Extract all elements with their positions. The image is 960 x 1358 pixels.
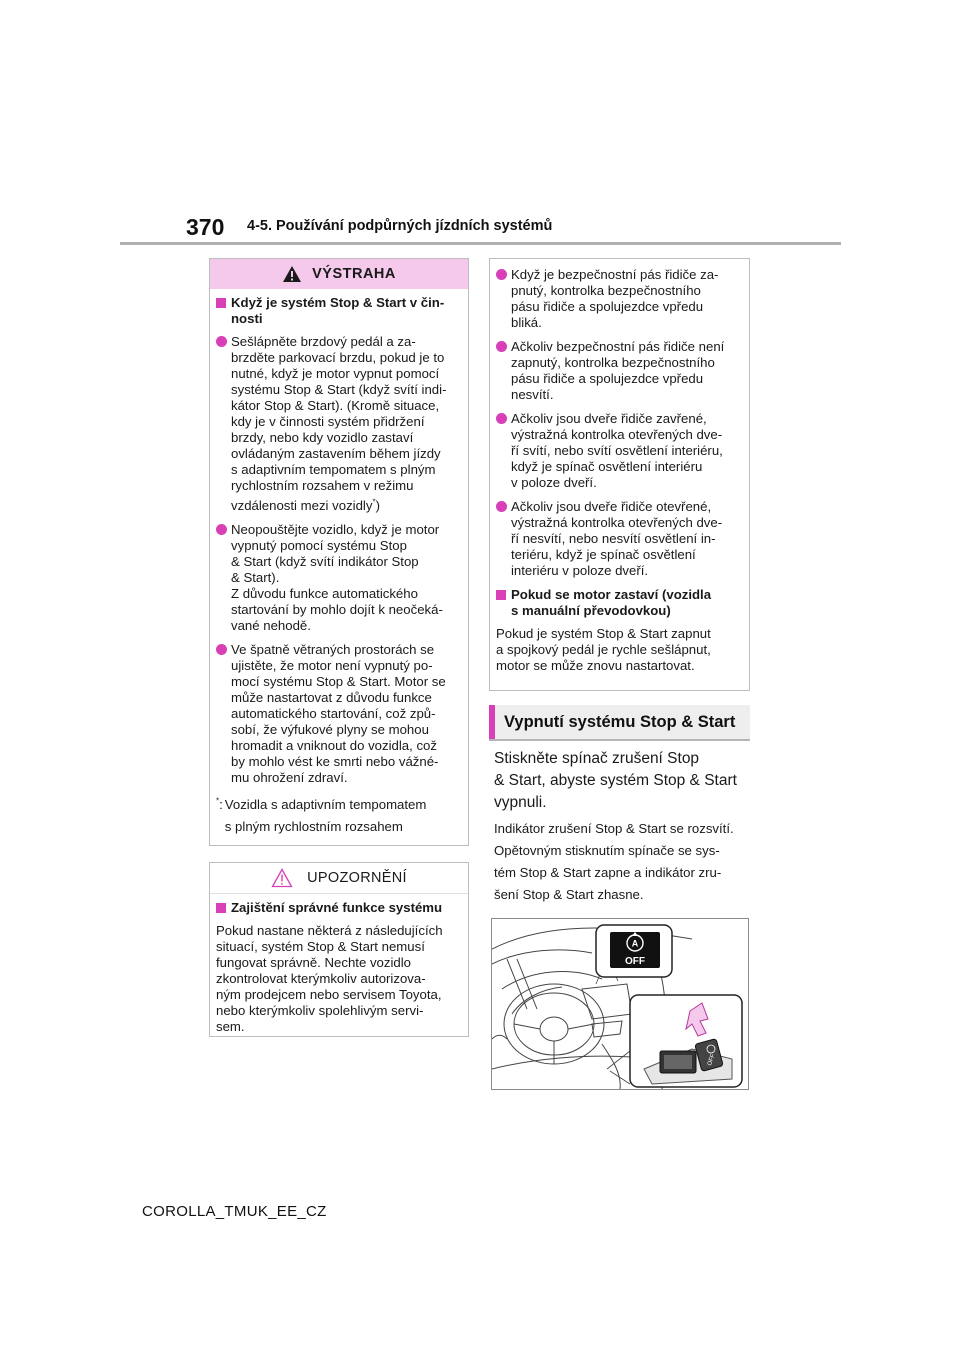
round-bullet-icon xyxy=(216,644,227,655)
continued-warning-body xyxy=(490,259,749,674)
footnote-marker: * xyxy=(372,497,376,507)
caution-subtitle-text: Zajištění správné funkce systému xyxy=(231,900,443,915)
header-divider xyxy=(120,242,841,245)
warning-title: VÝSTRAHA xyxy=(312,266,396,282)
round-bullet-icon xyxy=(496,501,507,512)
square-bullet-icon xyxy=(496,590,506,600)
page-header xyxy=(0,0,960,250)
right-bullet-2: Ačkoliv bezpečnostní pás řidiče není zapnutý, kontrolka bezpečnostního pásu řidiče a spolujezdce vpředu nesvítí. xyxy=(511,339,725,402)
list-item xyxy=(496,267,742,331)
switch-off-label: OFF xyxy=(706,1053,717,1067)
dashboard-illustration xyxy=(491,918,749,1090)
round-bullet-icon xyxy=(216,336,227,347)
section-heading: Vypnutí systému Stop & Start xyxy=(489,705,750,739)
indicator-off-label: OFF xyxy=(625,956,645,967)
warning-subtitle xyxy=(216,295,461,327)
car-interior-drawing xyxy=(492,919,748,1089)
info-paragraph-2: Opětovným stisknutím spínače se sys- tém Stop & Start zapne a indikátor zru- šení Stop & Start zhasne. xyxy=(494,843,722,902)
right-subtitle xyxy=(496,587,742,619)
list-item xyxy=(216,642,461,786)
section-title: 4-5. Používání podpůrných jízdních systémů xyxy=(247,218,553,234)
right-bullet-3: Ačkoliv jsou dveře řidiče zavřené, výstražná kontrolka otevřených dve- ří svítí, nebo svítí osvětlení interiéru, když je spínač osvětlení interiéru v poloze dveří. xyxy=(511,411,723,490)
round-bullet-icon xyxy=(496,341,507,352)
right-subtitle-text: Pokud se motor zastaví (vozidla s manuální převodovkou) xyxy=(511,587,712,618)
caution-box xyxy=(209,862,469,1037)
right-bullet-1: Když je bezpečnostní pás řidiče za- pnutý, kontrolka bezpečnostního pásu řidiče a spolujezdce vpředu bliká. xyxy=(511,267,719,330)
square-bullet-icon xyxy=(216,298,226,308)
right-bullet-4: Ačkoliv jsou dveře řidiče otevřené, výstražná kontrolka otevřených dve- ří nesvítí, nebo nesvítí osvětlení in- teriéru, když je spínač osvětlení interiéru v poloze dveří. xyxy=(511,499,723,578)
round-bullet-icon xyxy=(496,269,507,280)
square-bullet-icon xyxy=(216,903,226,913)
list-item xyxy=(216,334,461,514)
footnote-label xyxy=(216,794,223,838)
round-bullet-icon xyxy=(496,413,507,424)
caution-text: Pokud nastane některá z následujících situací, systém Stop & Start nemusí fungovat správně. Nechte vozidlo zkontrolovat kterýmkoliv autorizova- ným prodejcem nebo servisem Toyota, nebo kterýmkoliv spolehlivým servi- sem. xyxy=(216,923,443,1034)
warning-header xyxy=(210,259,468,289)
caution-title: UPOZORNĚNÍ xyxy=(307,870,407,886)
caution-header xyxy=(210,863,468,894)
list-item xyxy=(496,411,742,491)
list-item xyxy=(216,522,461,634)
continued-warning-box xyxy=(489,258,750,691)
footer-doc-code: COROLLA_TMUK_EE_CZ xyxy=(142,1203,327,1220)
warning-bullet-3: Ve špatně větraných prostorách se ujistěte, že motor není vypnutý po- mocí systému Stop & Start. Motor se může nastartovat z důvodu funkce automatického startování, což způ- sobí, že výfukové plyny se mohou hromadit a vniknout do vozidla, což by mohlo vést ke smrti nebo vážné- mu ohrožení zdraví. xyxy=(231,642,446,785)
round-bullet-icon xyxy=(216,524,227,535)
caution-triangle-icon xyxy=(271,868,293,888)
info-paragraph-1: Indikátor zrušení Stop & Start se rozsvítí. xyxy=(494,821,734,836)
list-item xyxy=(496,339,742,403)
footnote xyxy=(216,794,461,838)
footnote-label-mark: * xyxy=(216,796,220,806)
warning-bullet-1: Sešlápněte brzdový pedál a za- brzděte parkovací brzdu, pokud je to nutné, když je motor vypnut pomocí systému Stop & Start (když svítí indi- kátor Stop & Start). (Kromě situace, kdy je v činnosti systém přidržení brzdy, nebo kdy vozidlo zastaví ovládaným zastavením během jízdy s adaptivním tempomatem s plným rychlostním rozsahem v režimu xyxy=(231,334,447,493)
warning-triangle-icon xyxy=(282,265,302,283)
caution-subtitle xyxy=(216,900,461,916)
warning-bullet-1-tail: vzdálenosti mezi vozidly*) xyxy=(231,497,380,513)
warning-bullet-2: Neopouštějte vozidlo, když je motor vypnutý pomocí systému Stop & Start (když svítí indikátor Stop & Start). Z důvodu funkce automatického startování by mohlo dojít k neočeká- vané nehodě. xyxy=(231,522,443,633)
warning-subtitle-text: Když je systém Stop & Start v čin- nosti xyxy=(231,295,445,326)
right-text: Pokud je systém Stop & Start zapnut a spojkový pedál je rychle sešlápnut, motor se může znovu nastartovat. xyxy=(496,626,711,673)
indicator-letter: A xyxy=(631,938,639,949)
warning-body xyxy=(210,289,468,838)
section-heading-underline xyxy=(489,739,750,741)
warning-bullet-1-tail-text: vzdálenosti mezi vozidly xyxy=(231,498,373,513)
instruction-text: Stiskněte spínač zrušení Stop & Start, abyste systém Stop & Start vypnuli. xyxy=(494,750,737,811)
caution-body xyxy=(210,894,468,1035)
warning-box xyxy=(209,258,469,846)
list-item xyxy=(496,499,742,579)
footnote-text: Vozidla s adaptivním tempomatem s plným rychlostním rozsahem xyxy=(224,797,427,834)
footnote-label-colon: : xyxy=(219,797,223,812)
page-number: 370 xyxy=(186,214,225,240)
